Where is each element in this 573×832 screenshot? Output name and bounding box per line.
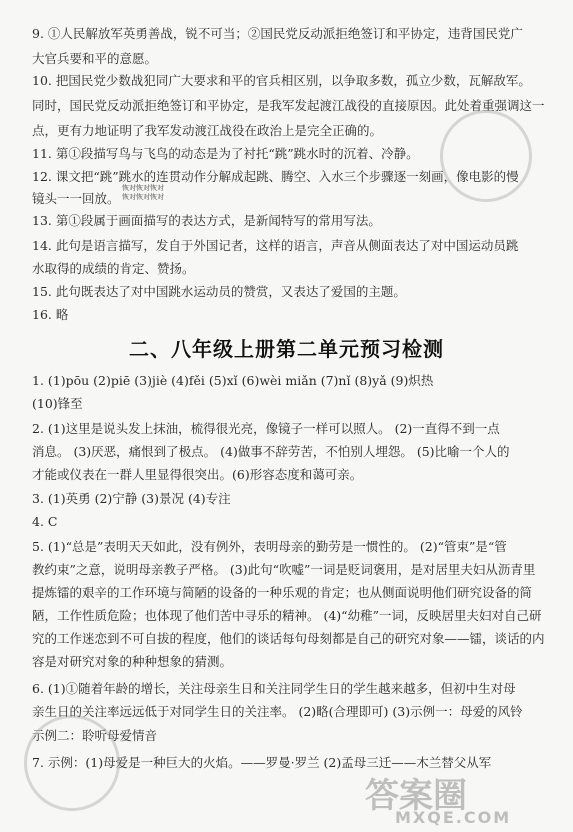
section-title: 二、八年级上册第二单元预习检测 — [129, 337, 444, 361]
answer-line: 11. 第①段描写鸟与飞鸟的动态是为了衬托“跳”跳水时的沉着、冷静。 — [32, 146, 419, 161]
watermark-stamp — [24, 715, 120, 811]
answer-line: 消息。 (3)厌恶，痛恨到了极点。 (4)做事不辞劳苦，不怕别人埋怨。 (5)比喻一个人的 — [32, 444, 510, 459]
answer-line: 1. (1)pōu (2)piē (3)jiè (4)fěi (5)xǐ (6)wèi miǎn (7)nǐ (8)yǎ (9)炽热 — [32, 373, 434, 388]
watermark-logo: 答案圈 — [365, 776, 467, 816]
answer-line: 12. 课文把“跳”跳水的连贯动作分解成起跳、腾空、入水三个步骤逐一刻画，像电影的慢 — [32, 169, 519, 184]
answer-line: 大官兵要和平的意愿。 — [32, 51, 158, 66]
answer-line: 究的工作迷恋到不可自拔的程度，他们的谈话每句母刻都是自己的研究对象——镭，谈话的内 — [32, 631, 545, 646]
answer-line: 点，更有力地证明了我军发动渡江战役在政治上是完全正确的。 — [32, 123, 383, 138]
stamp-mark: 恢对恢对恢对 — [122, 184, 164, 192]
answer-line: (10)锋至 — [32, 396, 83, 411]
answer-line: 10. 把国民党少数战犯同广大要求和平的官兵相区别，以争取多数，孤立少数，瓦解敌军。 — [32, 73, 531, 88]
watermark-domain: MXQE.COM — [395, 808, 512, 827]
answer-line: 亲生日的关注率远远低于对同学生日的关注率。 (2)略(合理即可) (3)示例一：母爱的风铃 — [32, 704, 523, 719]
answer-line: 同时，国民党反动派拒绝签订和平协定，是我军发起渡江战役的直接原因。此处着重强调这一 — [32, 98, 545, 113]
answer-line: 容是对研究对象的种种想象的猜测。 — [32, 654, 233, 669]
answer-line: 13. 第①段属于画面描写的表达方式，是新闻特写的常用写法。 — [32, 213, 381, 228]
answer-line: 才能或仪表在一群人里显得很突出。(6)形容态度和蔼可亲。 — [32, 467, 363, 482]
answer-line: 教约束”之意，说明母亲教子严格。 (3)此句“吹嘘”一词是贬词褒用，是对居里夫妇从沥青里 — [32, 562, 536, 577]
answer-line: 5. (1)“总是”表明天天如此，没有例外，表明母亲的勤劳是一惯性的。 (2)“管束”是“管 — [32, 539, 507, 554]
answer-line: 6. (1)①随着年龄的增长，关注母亲生日和关注同学生日的学生越来越多，但初中生对母 — [32, 681, 516, 696]
answer-line: 15. 此句既表达了对中国跳水运动员的赞赏，又表达了爱国的主题。 — [32, 284, 406, 299]
answer-line: 9. ①人民解放军英勇善战，锐不可当；②国民党反动派拒绝签订和平协定，违背国民党广 — [32, 26, 523, 41]
answer-line: 示例二：聆听母爱情音 — [32, 728, 158, 743]
answer-line: 水取得的成绩的肯定、赞扬。 — [32, 261, 195, 276]
answer-line: 陋，工作性质危险；也体现了他们苦中寻乐的精神。 (4)“幼稚”一词，反映居里夫妇对自己研 — [32, 608, 542, 623]
answer-line: 7. 示例：(1)母爱是一种巨大的火焰。——罗曼·罗兰 (2)孟母三迁——木兰替父从军 — [32, 755, 492, 770]
stamp-mark: 恢对恢对恢对 — [122, 193, 164, 201]
watermark-stamp — [440, 110, 532, 202]
answer-line: 16. 略 — [32, 307, 69, 322]
answer-line: 镜头一一回放。 — [32, 191, 120, 206]
answer-line: 3. (1)英勇 (2)宁静 (3)景况 (4)专注 — [32, 491, 231, 506]
answer-line: 4. C — [32, 514, 58, 529]
answer-line: 14. 此句是语言描写，发自于外国记者，这样的语言，声音从侧面表达了对中国运动员跳 — [32, 238, 519, 253]
answer-line: 2. (1)这里是说头发上抹油，梳得很光亮，像镜子一样可以照人。 (2)一直得不到一点 — [32, 421, 500, 436]
answer-line: 提炼镭的艰辛的工作环境与简陋的设备的一种乐观的肯定；也从侧面说明他们研究设备的简 — [32, 585, 533, 600]
